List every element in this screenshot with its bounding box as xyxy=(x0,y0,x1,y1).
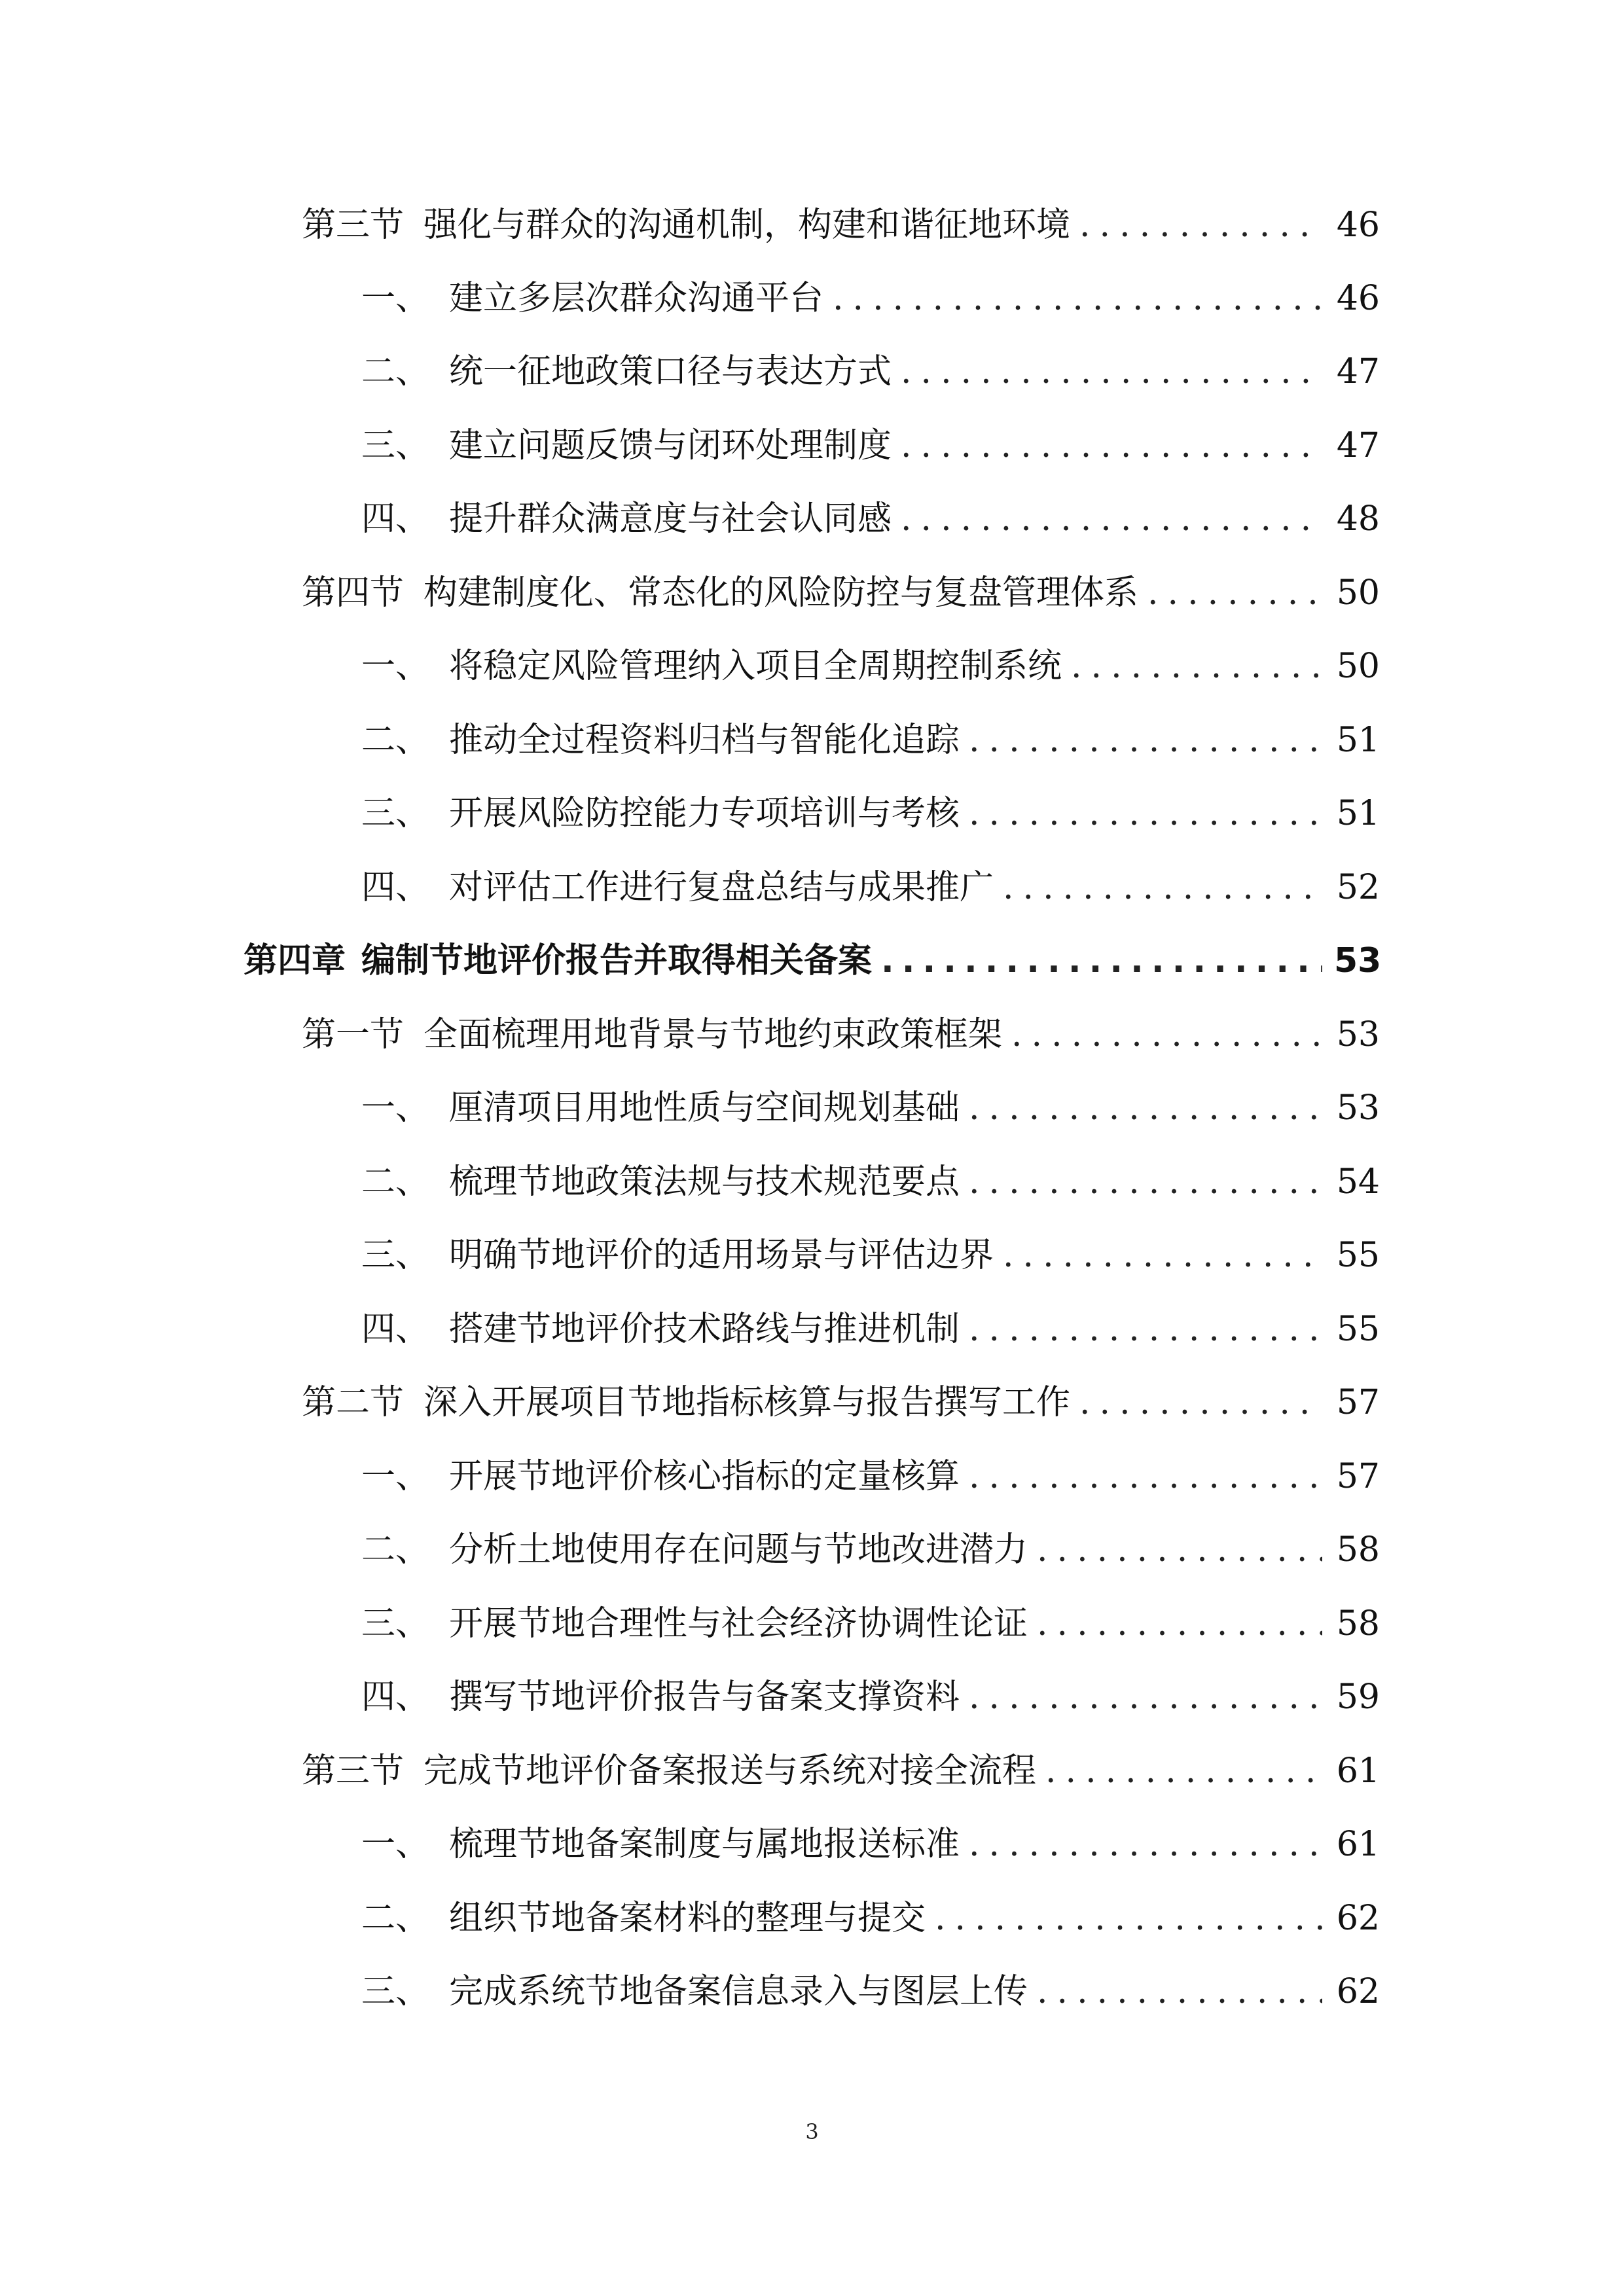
toc-dot-leader xyxy=(1147,567,1322,619)
toc-entry-title: 完成节地评价备案报送与系统对接全流程 xyxy=(424,1751,1037,1791)
toc-entry-number: 二、 xyxy=(361,721,430,760)
toc-dot-leader xyxy=(935,1892,1322,1945)
toc-entry[interactable] xyxy=(361,861,1380,914)
toc-entry[interactable] xyxy=(361,420,1380,472)
toc-entry[interactable] xyxy=(361,272,1380,325)
toc-entry-page: 50 xyxy=(1336,647,1380,686)
toc-dot-leader xyxy=(901,346,1322,398)
toc-entry-page: 62 xyxy=(1336,1972,1380,2011)
toc-entry-page: 46 xyxy=(1336,279,1380,318)
toc-entry-title: 明确节地评价的适用场景与评估边界 xyxy=(449,1236,994,1275)
toc-entry-title: 梳理节地政策法规与技术规范要点 xyxy=(449,1162,960,1202)
toc-entry-page: 50 xyxy=(1336,573,1380,613)
toc-entry-title: 将稳定风险管理纳入项目全周期控制系统 xyxy=(449,647,1062,686)
toc-entry-number: 一、 xyxy=(361,1088,430,1128)
toc-entry-number: 二、 xyxy=(361,1899,430,1938)
toc-entry-title: 提升群众满意度与社会认同感 xyxy=(449,499,892,539)
toc-entry-number: 四、 xyxy=(361,499,430,539)
toc-entry-title: 撰写节地评价报告与备案支撑资料 xyxy=(449,1677,960,1717)
toc-entry-title: 全面梳理用地背景与节地约束政策框架 xyxy=(424,1015,1003,1054)
toc-entry-page: 62 xyxy=(1336,1899,1380,1938)
toc-entry[interactable] xyxy=(361,787,1380,840)
toc-entry-number: 二、 xyxy=(361,352,430,391)
toc-dot-leader xyxy=(1045,1745,1322,1797)
toc-entry-title: 开展节地合理性与社会经济协调性论证 xyxy=(449,1604,1028,1643)
toc-entry-title: 分析土地使用存在问题与节地改进潜力 xyxy=(449,1530,1028,1570)
toc-entry-page: 47 xyxy=(1336,352,1380,391)
toc-entry-number: 一、 xyxy=(361,1825,430,1864)
toc-entry-title: 开展风险防控能力专项培训与考核 xyxy=(449,794,960,833)
toc-dot-leader xyxy=(969,1156,1322,1208)
toc-entry[interactable] xyxy=(361,1450,1380,1503)
toc-entry-title: 对评估工作进行复盘总结与成果推广 xyxy=(449,868,994,907)
toc-entry[interactable] xyxy=(361,346,1380,398)
toc-entry-title: 编制节地评价报告并取得相关备案 xyxy=(361,941,873,980)
toc-entry-number: 第一节 xyxy=(302,1015,405,1054)
toc-entry[interactable] xyxy=(361,714,1380,766)
toc-dot-leader xyxy=(1011,1009,1322,1061)
toc-entry-page: 51 xyxy=(1336,721,1380,760)
toc-entry-number: 三、 xyxy=(361,794,430,833)
toc-dot-leader xyxy=(969,787,1322,840)
toc-entry-number: 二、 xyxy=(361,1530,430,1570)
toc-entry-number: 三、 xyxy=(361,1604,430,1643)
toc-entry-page: 46 xyxy=(1336,206,1380,245)
toc-entry[interactable] xyxy=(361,1818,1380,1871)
toc-chapter-entry[interactable] xyxy=(244,935,1380,987)
toc-entry[interactable] xyxy=(361,640,1380,692)
toc-dot-leader xyxy=(969,1303,1322,1355)
page-number: 3 xyxy=(805,2119,819,2144)
toc-entry-title: 梳理节地备案制度与属地报送标准 xyxy=(449,1825,960,1864)
toc-entry-number: 第三节 xyxy=(302,206,405,245)
toc-dot-leader xyxy=(1037,1524,1322,1576)
toc-entry-page: 54 xyxy=(1336,1162,1380,1202)
toc-dot-leader xyxy=(833,272,1322,325)
toc-entry-number: 四、 xyxy=(361,1677,430,1717)
toc-entry[interactable] xyxy=(361,493,1380,545)
toc-dot-leader xyxy=(901,493,1322,545)
toc-entry-page: 48 xyxy=(1336,499,1380,539)
toc-entry[interactable] xyxy=(361,1671,1380,1723)
toc-entry-page: 61 xyxy=(1336,1751,1380,1791)
toc-dot-leader xyxy=(1071,640,1322,692)
toc-entry-number: 三、 xyxy=(361,1236,430,1275)
toc-entry-number: 一、 xyxy=(361,279,430,318)
toc-entry-number: 第四章 xyxy=(244,941,346,980)
toc-entry-page: 55 xyxy=(1336,1236,1380,1275)
toc-entry[interactable] xyxy=(361,1082,1380,1134)
toc-entry-title: 完成系统节地备案信息录入与图层上传 xyxy=(449,1972,1028,2011)
toc-entry-title: 深入开展项目节地指标核算与报告撰写工作 xyxy=(424,1383,1071,1422)
toc-entry[interactable] xyxy=(302,1745,1380,1797)
toc-entry-number: 第三节 xyxy=(302,1751,405,1791)
toc-entry-page: 55 xyxy=(1336,1310,1380,1349)
toc-entry-title: 建立问题反馈与闭环处理制度 xyxy=(449,426,892,465)
toc-entry[interactable] xyxy=(361,1229,1380,1282)
toc-entry-title: 统一征地政策口径与表达方式 xyxy=(449,352,892,391)
toc-entry-title: 构建制度化、常态化的风险防控与复盘管理体系 xyxy=(424,573,1139,613)
toc-entry-page: 47 xyxy=(1336,426,1380,465)
toc-entry-number: 第二节 xyxy=(302,1383,405,1422)
toc-entry[interactable] xyxy=(361,1598,1380,1650)
toc-entry-number: 三、 xyxy=(361,1972,430,2011)
toc-entry-page: 57 xyxy=(1336,1457,1380,1496)
toc-dot-leader xyxy=(969,1082,1322,1134)
toc-dot-leader xyxy=(1079,199,1322,251)
toc-entry-number: 一、 xyxy=(361,1457,430,1496)
toc-dot-leader xyxy=(969,1818,1322,1871)
toc-entry[interactable] xyxy=(361,1892,1380,1945)
toc-entry[interactable] xyxy=(361,1303,1380,1355)
toc-entry-title: 开展节地评价核心指标的定量核算 xyxy=(449,1457,960,1496)
toc-entry[interactable] xyxy=(302,567,1380,619)
toc-entry-title: 搭建节地评价技术路线与推进机制 xyxy=(449,1310,960,1349)
toc-entry-title: 组织节地备案材料的整理与提交 xyxy=(449,1899,926,1938)
toc-entry-title: 推动全过程资料归档与智能化追踪 xyxy=(449,721,960,760)
toc-dot-leader xyxy=(969,1450,1322,1503)
toc-dot-leader xyxy=(969,1671,1322,1723)
toc-entry[interactable] xyxy=(302,1376,1380,1429)
toc-entry-page: 59 xyxy=(1336,1677,1380,1717)
toc-entry-page: 61 xyxy=(1336,1825,1380,1864)
toc-entry-number: 二、 xyxy=(361,1162,430,1202)
toc-entry-number: 三、 xyxy=(361,426,430,465)
toc-entry[interactable] xyxy=(302,199,1380,251)
toc-entry[interactable] xyxy=(361,1156,1380,1208)
toc-entry[interactable] xyxy=(361,1965,1380,2018)
toc-entry-title: 建立多层次群众沟通平台 xyxy=(449,279,824,318)
toc-entry-title: 强化与群众的沟通机制，构建和谐征地环境 xyxy=(424,206,1071,245)
toc-entry-number: 四、 xyxy=(361,868,430,907)
toc-entry-page: 53 xyxy=(1336,1015,1380,1054)
toc-entry-page: 57 xyxy=(1336,1383,1380,1422)
toc-dot-leader xyxy=(1003,1229,1322,1282)
toc-entry-number: 第四节 xyxy=(302,573,405,613)
toc-dot-leader xyxy=(1037,1598,1322,1650)
toc-entry-number: 一、 xyxy=(361,647,430,686)
toc-entry-page: 53 xyxy=(1336,1088,1380,1128)
toc-entry-page: 58 xyxy=(1336,1604,1380,1643)
toc-dot-leader xyxy=(969,714,1322,766)
toc-dot-leader xyxy=(901,420,1322,472)
toc-entry[interactable] xyxy=(302,1009,1380,1061)
toc-dot-leader xyxy=(1079,1376,1322,1429)
toc-dot-leader xyxy=(881,935,1322,987)
toc-entry-page: 52 xyxy=(1336,868,1380,907)
toc-entry-page: 58 xyxy=(1336,1530,1380,1570)
toc-dot-leader xyxy=(1037,1965,1322,2018)
toc-entry-page: 51 xyxy=(1336,794,1380,833)
toc-entry-title: 厘清项目用地性质与空间规划基础 xyxy=(449,1088,960,1128)
toc-entry-page: 53 xyxy=(1334,941,1382,980)
toc-dot-leader xyxy=(1003,861,1322,914)
toc-entry[interactable] xyxy=(361,1524,1380,1576)
toc-entry-number: 四、 xyxy=(361,1310,430,1349)
